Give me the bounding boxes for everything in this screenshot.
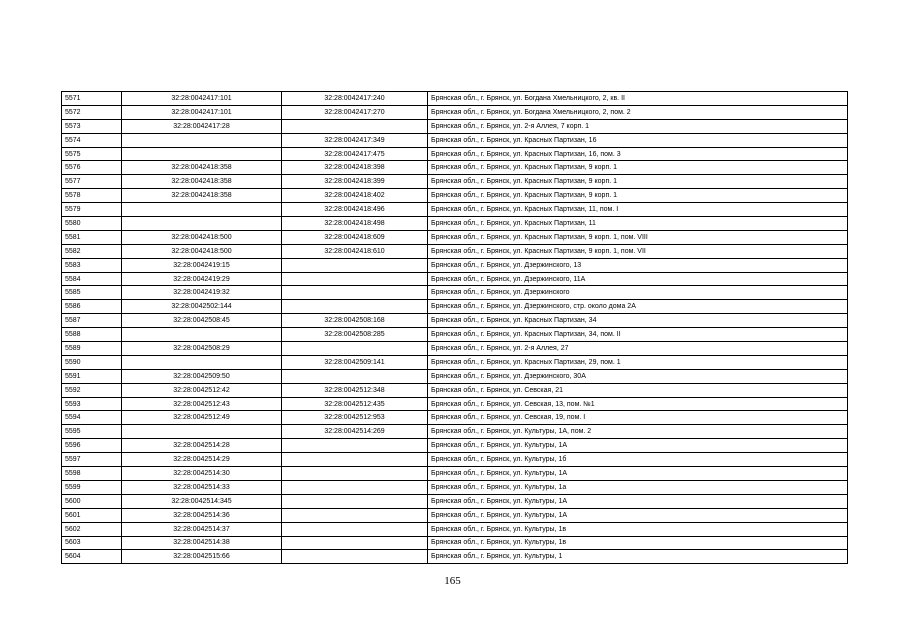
row-number-cell: 5581 (62, 230, 122, 244)
address-cell: Брянская обл., г. Брянск, ул. Дзержинского, стр. около дома 2А (428, 300, 848, 314)
row-number-cell: 5596 (62, 439, 122, 453)
table-row (62, 217, 848, 231)
row-number-cell: 5598 (62, 467, 122, 481)
parcel-cadastral-number-cell: 32:28:0042418:358 (122, 189, 282, 203)
row-number-cell: 5589 (62, 342, 122, 356)
address-cell: Брянская обл., г. Брянск, ул. Дзержинского, 30А (428, 369, 848, 383)
object-cadastral-number-cell (282, 453, 428, 467)
address-cell: Брянская обл., г. Брянск, ул. Дзержинского (428, 286, 848, 300)
parcel-cadastral-number-cell: 32:28:0042508:45 (122, 314, 282, 328)
object-cadastral-number-cell: 32:28:0042418:610 (282, 244, 428, 258)
table-row (62, 272, 848, 286)
parcel-cadastral-number-cell: 32:28:0042514:37 (122, 522, 282, 536)
object-cadastral-number-cell: 32:28:0042417:349 (282, 133, 428, 147)
address-cell: Брянская обл., г. Брянск, ул. Красных Партизан, 11 (428, 217, 848, 231)
parcel-cadastral-number-cell: 32:28:0042418:358 (122, 161, 282, 175)
parcel-cadastral-number-cell: 32:28:0042514:36 (122, 508, 282, 522)
parcel-cadastral-number-cell: 32:28:0042508:29 (122, 342, 282, 356)
row-number-cell: 5593 (62, 397, 122, 411)
table-row (62, 536, 848, 550)
object-cadastral-number-cell: 32:28:0042418:398 (282, 161, 428, 175)
table-row (62, 133, 848, 147)
object-cadastral-number-cell: 32:28:0042418:399 (282, 175, 428, 189)
address-cell: Брянская обл., г. Брянск, ул. Красных Партизан, 9 корп. 1, пом. VIII (428, 230, 848, 244)
row-number-cell: 5571 (62, 92, 122, 106)
object-cadastral-number-cell (282, 272, 428, 286)
address-cell: Брянская обл., г. Брянск, ул. Севская, 19, пом. I (428, 411, 848, 425)
parcel-cadastral-number-cell: 32:28:0042514:30 (122, 467, 282, 481)
table-row (62, 244, 848, 258)
address-cell: Брянская обл., г. Брянск, ул. Культуры, 1в (428, 522, 848, 536)
address-cell: Брянская обл., г. Брянск, ул. Культуры, 1А (428, 439, 848, 453)
row-number-cell: 5592 (62, 383, 122, 397)
address-cell: Брянская обл., г. Брянск, ул. Дзержинского, 13 (428, 258, 848, 272)
object-cadastral-number-cell (282, 286, 428, 300)
row-number-cell: 5603 (62, 536, 122, 550)
address-cell: Брянская обл., г. Брянск, ул. Культуры, 1А (428, 494, 848, 508)
row-number-cell: 5575 (62, 147, 122, 161)
row-number-cell: 5583 (62, 258, 122, 272)
row-number-cell: 5582 (62, 244, 122, 258)
parcel-cadastral-number-cell (122, 147, 282, 161)
address-cell: Брянская обл., г. Брянск, ул. Красных Партизан, 11, пом. I (428, 203, 848, 217)
parcel-cadastral-number-cell: 32:28:0042509:50 (122, 369, 282, 383)
parcel-cadastral-number-cell: 32:28:0042514:29 (122, 453, 282, 467)
address-cell: Брянская обл., г. Брянск, ул. 2-я Аллея, 27 (428, 342, 848, 356)
table-row (62, 453, 848, 467)
address-cell: Брянская обл., г. Брянск, ул. Культуры, 1 (428, 550, 848, 564)
object-cadastral-number-cell (282, 494, 428, 508)
table-row (62, 550, 848, 564)
table-row (62, 480, 848, 494)
table-row (62, 175, 848, 189)
address-cell: Брянская обл., г. Брянск, ул. Дзержинского, 11А (428, 272, 848, 286)
row-number-cell: 5590 (62, 355, 122, 369)
parcel-cadastral-number-cell (122, 425, 282, 439)
object-cadastral-number-cell (282, 480, 428, 494)
row-number-cell: 5602 (62, 522, 122, 536)
row-number-cell: 5588 (62, 328, 122, 342)
table-row (62, 369, 848, 383)
address-cell: Брянская обл., г. Брянск, ул. Культуры, 1А (428, 467, 848, 481)
address-cell: Брянская обл., г. Брянск, ул. Красных Партизан, 16, пом. 3 (428, 147, 848, 161)
address-cell: Брянская обл., г. Брянск, ул. Красных Партизан, 9 корп. 1 (428, 175, 848, 189)
table-row (62, 467, 848, 481)
row-number-cell: 5601 (62, 508, 122, 522)
table-row (62, 342, 848, 356)
table-row (62, 161, 848, 175)
table-row (62, 189, 848, 203)
address-cell: Брянская обл., г. Брянск, ул. Красных Партизан, 34, пом. II (428, 328, 848, 342)
object-cadastral-number-cell: 32:28:0042512:953 (282, 411, 428, 425)
parcel-cadastral-number-cell: 32:28:0042514:28 (122, 439, 282, 453)
parcel-cadastral-number-cell: 32:28:0042417:101 (122, 92, 282, 106)
object-cadastral-number-cell (282, 342, 428, 356)
parcel-cadastral-number-cell: 32:28:0042514:38 (122, 536, 282, 550)
parcel-cadastral-number-cell: 32:28:0042418:358 (122, 175, 282, 189)
address-cell: Брянская обл., г. Брянск, ул. Культуры, 1А, пом. 2 (428, 425, 848, 439)
object-cadastral-number-cell (282, 508, 428, 522)
object-cadastral-number-cell: 32:28:0042417:475 (282, 147, 428, 161)
row-number-cell: 5576 (62, 161, 122, 175)
row-number-cell: 5599 (62, 480, 122, 494)
object-cadastral-number-cell (282, 522, 428, 536)
object-cadastral-number-cell (282, 369, 428, 383)
row-number-cell: 5580 (62, 217, 122, 231)
object-cadastral-number-cell: 32:28:0042418:498 (282, 217, 428, 231)
row-number-cell: 5584 (62, 272, 122, 286)
table-body (62, 92, 848, 564)
address-cell: Брянская обл., г. Брянск, ул. Культуры, 1А (428, 508, 848, 522)
parcel-cadastral-number-cell: 32:28:0042418:500 (122, 230, 282, 244)
table-row (62, 522, 848, 536)
address-cell: Брянская обл., г. Брянск, ул. Культуры, 1б (428, 453, 848, 467)
object-cadastral-number-cell: 32:28:0042512:348 (282, 383, 428, 397)
row-number-cell: 5600 (62, 494, 122, 508)
parcel-cadastral-number-cell: 32:28:0042419:32 (122, 286, 282, 300)
table-row (62, 397, 848, 411)
object-cadastral-number-cell: 32:28:0042508:168 (282, 314, 428, 328)
row-number-cell: 5574 (62, 133, 122, 147)
table-row (62, 508, 848, 522)
address-cell: Брянская обл., г. Брянск, ул. Красных Партизан, 9 корп. 1 (428, 161, 848, 175)
table-row (62, 119, 848, 133)
address-cell: Брянская обл., г. Брянск, ул. Севская, 21 (428, 383, 848, 397)
table-row (62, 494, 848, 508)
parcel-cadastral-number-cell: 32:28:0042514:33 (122, 480, 282, 494)
object-cadastral-number-cell (282, 536, 428, 550)
table-row (62, 258, 848, 272)
object-cadastral-number-cell: 32:28:0042512:435 (282, 397, 428, 411)
address-cell: Брянская обл., г. Брянск, ул. Красных Партизан, 34 (428, 314, 848, 328)
parcel-cadastral-number-cell: 32:28:0042512:43 (122, 397, 282, 411)
row-number-cell: 5591 (62, 369, 122, 383)
address-cell: Брянская обл., г. Брянск, ул. Красных Партизан, 16 (428, 133, 848, 147)
table-row (62, 355, 848, 369)
parcel-cadastral-number-cell (122, 133, 282, 147)
row-number-cell: 5577 (62, 175, 122, 189)
page-number: 165 (444, 575, 461, 587)
object-cadastral-number-cell (282, 550, 428, 564)
parcel-cadastral-number-cell: 32:28:0042418:500 (122, 244, 282, 258)
parcel-cadastral-number-cell: 32:28:0042512:49 (122, 411, 282, 425)
row-number-cell: 5587 (62, 314, 122, 328)
row-number-cell: 5572 (62, 105, 122, 119)
table-row (62, 383, 848, 397)
row-number-cell: 5586 (62, 300, 122, 314)
object-cadastral-number-cell: 32:28:0042417:240 (282, 92, 428, 106)
address-cell: Брянская обл., г. Брянск, ул. Культуры, 1а (428, 480, 848, 494)
table-row (62, 411, 848, 425)
parcel-cadastral-number-cell: 32:28:0042419:29 (122, 272, 282, 286)
parcel-cadastral-number-cell: 32:28:0042515:66 (122, 550, 282, 564)
table-row (62, 92, 848, 106)
parcel-cadastral-number-cell: 32:28:0042502:144 (122, 300, 282, 314)
object-cadastral-number-cell: 32:28:0042418:402 (282, 189, 428, 203)
parcel-cadastral-number-cell (122, 328, 282, 342)
row-number-cell: 5594 (62, 411, 122, 425)
address-cell: Брянская обл., г. Брянск, ул. Богдана Хмельницкого, 2, пом. 2 (428, 105, 848, 119)
object-cadastral-number-cell: 32:28:0042418:609 (282, 230, 428, 244)
row-number-cell: 5573 (62, 119, 122, 133)
object-cadastral-number-cell: 32:28:0042514:269 (282, 425, 428, 439)
property-registry-table (61, 91, 848, 564)
address-cell: Брянская обл., г. Брянск, ул. Богдана Хмельницкого, 2, кв. II (428, 92, 848, 106)
table-row (62, 105, 848, 119)
address-cell: Брянская обл., г. Брянск, ул. Культуры, 1в (428, 536, 848, 550)
table-row (62, 203, 848, 217)
row-number-cell: 5579 (62, 203, 122, 217)
parcel-cadastral-number-cell: 32:28:0042417:101 (122, 105, 282, 119)
parcel-cadastral-number-cell: 32:28:0042512:42 (122, 383, 282, 397)
parcel-cadastral-number-cell (122, 203, 282, 217)
table-row (62, 286, 848, 300)
object-cadastral-number-cell (282, 119, 428, 133)
table-row (62, 230, 848, 244)
row-number-cell: 5585 (62, 286, 122, 300)
address-cell: Брянская обл., г. Брянск, ул. Красных Партизан, 9 корп. 1 (428, 189, 848, 203)
address-cell: Брянская обл., г. Брянск, ул. Севская, 13, пом. №1 (428, 397, 848, 411)
object-cadastral-number-cell (282, 439, 428, 453)
parcel-cadastral-number-cell (122, 217, 282, 231)
row-number-cell: 5597 (62, 453, 122, 467)
object-cadastral-number-cell: 32:28:0042509:141 (282, 355, 428, 369)
table-row (62, 425, 848, 439)
object-cadastral-number-cell (282, 300, 428, 314)
object-cadastral-number-cell (282, 467, 428, 481)
object-cadastral-number-cell: 32:28:0042417:270 (282, 105, 428, 119)
object-cadastral-number-cell (282, 258, 428, 272)
address-cell: Брянская обл., г. Брянск, ул. Красных Партизан, 29, пом. 1 (428, 355, 848, 369)
object-cadastral-number-cell: 32:28:0042418:496 (282, 203, 428, 217)
row-number-cell: 5604 (62, 550, 122, 564)
parcel-cadastral-number-cell: 32:28:0042514:345 (122, 494, 282, 508)
table-row (62, 314, 848, 328)
table-row (62, 300, 848, 314)
address-cell: Брянская обл., г. Брянск, ул. 2-я Аллея, 7 корп. 1 (428, 119, 848, 133)
object-cadastral-number-cell: 32:28:0042508:285 (282, 328, 428, 342)
row-number-cell: 5578 (62, 189, 122, 203)
parcel-cadastral-number-cell (122, 355, 282, 369)
row-number-cell: 5595 (62, 425, 122, 439)
table-row (62, 439, 848, 453)
table-row (62, 328, 848, 342)
parcel-cadastral-number-cell: 32:28:0042419:15 (122, 258, 282, 272)
table-row (62, 147, 848, 161)
parcel-cadastral-number-cell: 32:28:0042417:28 (122, 119, 282, 133)
address-cell: Брянская обл., г. Брянск, ул. Красных Партизан, 9 корп. 1, пом. VII (428, 244, 848, 258)
